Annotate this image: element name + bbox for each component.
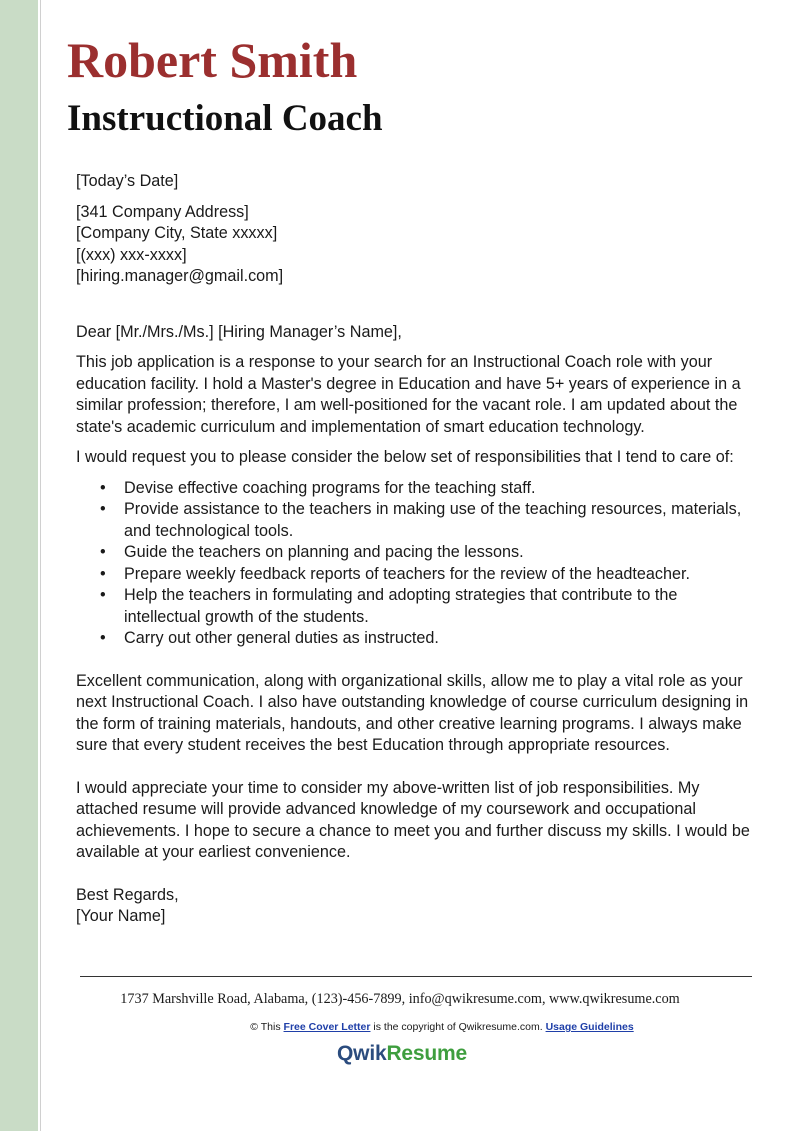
job-title: Instructional Coach	[67, 98, 383, 139]
copyright-prefix: © This	[250, 1021, 281, 1033]
bullet-icon: •	[100, 478, 106, 497]
list-item-text: Provide assistance to the teachers in making use of the teaching resources, materials, and technological tools.	[124, 500, 742, 540]
bullet-icon: •	[100, 629, 106, 647]
list-item-text: Devise effective coaching programs for the teaching staff.	[124, 478, 536, 497]
address-line: [hiring.manager@gmail.com]	[76, 267, 284, 285]
bullet-icon: •	[100, 564, 106, 583]
list-item	[76, 628, 756, 650]
sidebar-divider	[40, 0, 41, 1131]
applicant-name: Robert Smith	[67, 32, 358, 88]
footer-divider	[80, 976, 752, 977]
list-item-text: Prepare weekly feedback reports of teachers for the review of the headteacher.	[124, 564, 690, 583]
list-item-text: Carry out other general duties as instructed.	[124, 629, 439, 647]
logo-part-qwik: Qwik	[337, 1042, 387, 1065]
paragraph-responsibilities-lead: I would request you to please consider the below set of responsibilities that I tend to care of:	[76, 448, 734, 466]
list-item	[76, 478, 756, 500]
list-item	[76, 542, 756, 564]
logo-part-resume: Resume	[386, 1042, 467, 1065]
bullet-icon: •	[100, 543, 106, 561]
closing-phrase: Best Regards,	[76, 885, 179, 904]
letter-body	[76, 171, 756, 928]
bullet-icon: •	[100, 586, 106, 604]
qwikresume-logo[interactable]	[0, 1042, 800, 1066]
list-item-text: Guide the teachers on planning and pacing the lessons.	[124, 543, 524, 561]
recipient-address	[76, 202, 756, 288]
sidebar-stripe	[0, 0, 38, 1131]
bullet-icon: •	[100, 500, 106, 518]
free-cover-letter-link[interactable]: Free Cover Letter	[283, 1021, 371, 1033]
address-line: [Company City, State xxxxx]	[76, 224, 278, 242]
salutation: Dear [Mr./Mrs./Ms.] [Hiring Manager’s Name],	[76, 322, 402, 341]
list-item	[76, 499, 756, 542]
address-line: [341 Company Address]	[76, 202, 249, 221]
copyright-notice	[0, 1021, 800, 1033]
paragraph-closing: I would appreciate your time to consider my above-written list of job responsibilities. My attached resume will provide advanced knowledge of my coursework and occupational achievements. I hope to secure a chance to meet you and further discuss my skills. I would be available at your earliest convenience.	[76, 778, 750, 861]
list-item	[76, 564, 756, 586]
list-item-text: Help the teachers in formulating and adopting strategies that contribute to the intellectual growth of the students.	[124, 586, 678, 626]
letter-date: [Today’s Date]	[76, 172, 179, 190]
signature-name: [Your Name]	[76, 907, 166, 925]
responsibilities-list	[76, 478, 756, 650]
paragraph-skills: Excellent communication, along with organizational skills, allow me to play a vital role as your next Instructional Coach. I also have outstanding knowledge of course curriculum designing in the form of training materials, handouts, and other creative learning programs. I always make sure that every student receives the best Education through appropriate resources.	[76, 671, 749, 754]
list-item	[76, 585, 756, 628]
usage-guidelines-link[interactable]: Usage Guidelines	[545, 1021, 634, 1033]
paragraph-intro: This job application is a response to your search for an Instructional Coach role with your education facility. I hold a Master's degree in Education and have 5+ years of experience in a similar profession; therefore, I am well-positioned for the vacant role. I am updated about the state's academic curriculum and implementation of smart education technology.	[76, 353, 741, 436]
footer-contact: 1737 Marshville Road, Alabama, (123)-456-7899, info@qwikresume.com, www.qwikresume.com	[120, 991, 680, 1007]
address-line: [(xxx) xxx-xxxx]	[76, 245, 187, 264]
copyright-middle: is the copyright of Qwikresume.com.	[373, 1021, 543, 1033]
